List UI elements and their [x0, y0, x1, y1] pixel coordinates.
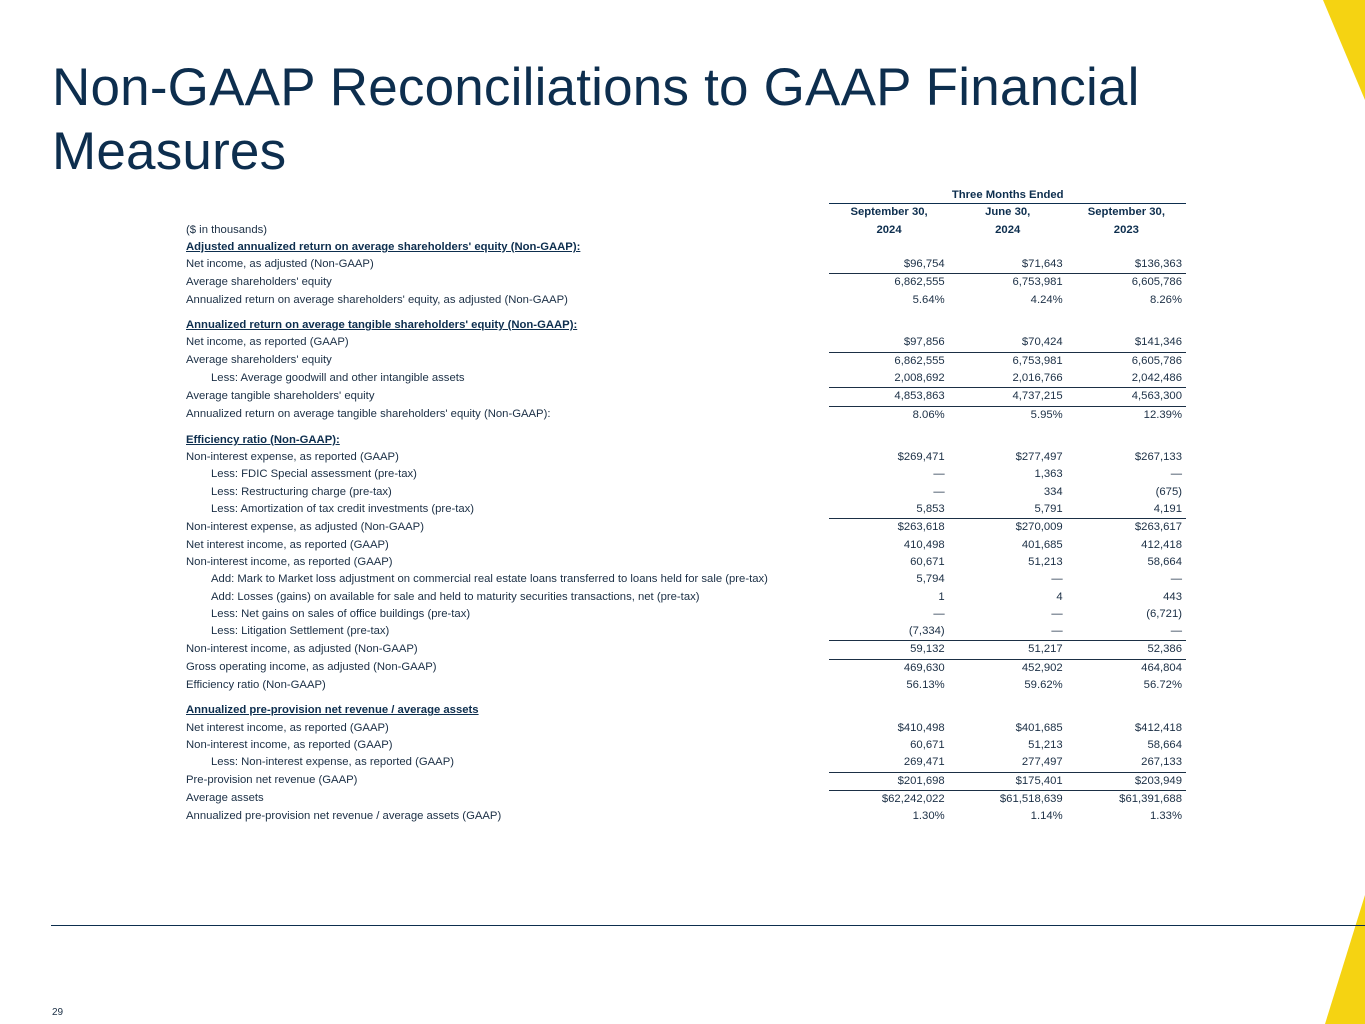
cell-value-col2: 452,902 — [949, 659, 1067, 677]
reconciliation-table-container — [186, 187, 1186, 825]
cell-value-col3: 267,133 — [1141, 756, 1182, 769]
cell-value-col3: $141,346 — [1134, 336, 1182, 349]
table-row — [186, 292, 1186, 309]
row-label: Average tangible shareholders' equity — [186, 389, 375, 402]
table-row — [186, 370, 1186, 387]
table-row — [186, 352, 1186, 370]
section-title: Efficiency ratio (Non-GAAP): — [186, 433, 340, 446]
accent-shape-top — [1323, 0, 1365, 100]
table-row — [186, 518, 1186, 536]
cell-value-col1: 410,498 — [903, 538, 945, 551]
cell-value-col1: — — [933, 485, 945, 498]
cell-value-col3: 1.33% — [1149, 810, 1182, 823]
cell-value-col2: 334 — [1043, 485, 1063, 498]
table-row — [186, 449, 1186, 466]
cell-value-col2: 5.95% — [949, 406, 1067, 424]
row-label: Pre-provision net revenue (GAAP) — [186, 774, 358, 786]
row-label: Less: Litigation Settlement (pre-tax) — [211, 625, 390, 638]
row-label: Average shareholders' equity — [186, 275, 332, 288]
cell-value-col1: $410,498 — [897, 721, 945, 734]
cell-value-col1: 1.30% — [912, 810, 945, 823]
cell-value-col1: $201,698 — [829, 772, 948, 790]
cell-value-col2: 51,217 — [949, 640, 1067, 658]
cell-value-col2: $71,643 — [1021, 258, 1063, 271]
cell-value-col2: 59.62% — [1024, 679, 1063, 692]
cell-value-col2: 4 — [1056, 590, 1063, 603]
row-label: Gross operating income, as adjusted (Non-GAAP) — [186, 661, 437, 674]
cell-value-col2: 4,737,215 — [949, 387, 1067, 405]
row-label: Annualized return on average tangible shareholders' equity (Non-GAAP): — [186, 408, 551, 421]
cell-value-col1: 5,853 — [916, 503, 945, 516]
table-row — [186, 501, 1186, 518]
row-label: Non-interest expense, as reported (GAAP) — [186, 451, 399, 464]
row-label: Less: Amortization of tax credit investments (pre-tax) — [211, 503, 475, 516]
cell-value-col1: $62,242,022 — [829, 790, 948, 808]
cell-value-col2: 2,016,766 — [1012, 371, 1063, 384]
section-header-row — [186, 239, 1186, 256]
cell-value-col1: 56.13% — [906, 679, 945, 692]
cell-value-col1: 6,862,555 — [829, 273, 948, 291]
cell-value-col2: 51,213 — [1028, 738, 1063, 751]
cell-value-col3: $412,418 — [1134, 721, 1182, 734]
column-header-1-line1: September 30, — [850, 206, 928, 219]
table-row — [186, 554, 1186, 571]
cell-value-col2: 277,497 — [1021, 756, 1063, 769]
cell-value-col3: 412,418 — [1141, 538, 1182, 551]
table-body — [186, 239, 1186, 826]
row-label: Annualized return on average shareholders' equity, as adjusted (Non-GAAP) — [186, 293, 568, 306]
cell-value-col3: (6,721) — [1146, 607, 1182, 620]
row-label: Efficiency ratio (Non-GAAP) — [186, 679, 326, 692]
row-label: Add: Losses (gains) on available for sale and held to maturity securities transactions, net (pre-tax) — [211, 590, 700, 603]
row-label: Net income, as adjusted (Non-GAAP) — [186, 258, 374, 271]
cell-value-col2: — — [1051, 625, 1063, 638]
row-label: Less: Net gains on sales of office buildings (pre-tax) — [211, 607, 471, 620]
cell-value-col1: — — [933, 607, 945, 620]
cell-value-col3: 4,563,300 — [1067, 387, 1186, 405]
row-label: Net interest income, as reported (GAAP) — [186, 721, 389, 734]
row-label: Net interest income, as reported (GAAP) — [186, 538, 389, 551]
cell-value-col2: 401,685 — [1021, 538, 1063, 551]
table-row — [186, 606, 1186, 623]
cell-value-col1: $96,754 — [903, 258, 945, 271]
cell-value-col3: 4,191 — [1153, 503, 1182, 516]
column-header-3-year: 2023 — [1113, 223, 1139, 236]
table-row — [186, 659, 1186, 677]
row-label: Non-interest income, as reported (GAAP) — [186, 738, 393, 751]
cell-value-col1: $263,618 — [829, 518, 948, 536]
cell-value-col3: 6,605,786 — [1067, 352, 1186, 370]
row-label: Less: Average goodwill and other intangible assets — [211, 371, 465, 384]
row-label: Average assets — [186, 792, 264, 805]
cell-value-col3: (675) — [1155, 485, 1182, 498]
row-label: Non-interest income, as reported (GAAP) — [186, 555, 393, 568]
cell-value-col2: 1.14% — [1030, 810, 1063, 823]
cell-value-col3: 52,386 — [1067, 640, 1186, 658]
table-row — [186, 537, 1186, 554]
row-label: Non-interest income, as adjusted (Non-GAAP) — [186, 642, 418, 655]
table-row — [186, 571, 1186, 588]
section-title: Adjusted annualized return on average shareholders' equity (Non-GAAP): — [186, 240, 581, 253]
cell-value-col1: 4,853,863 — [829, 387, 948, 405]
cell-value-col1: 2,008,692 — [894, 371, 945, 384]
table-row — [186, 808, 1186, 825]
table-row — [186, 677, 1186, 694]
group-header: Three Months Ended — [829, 187, 1186, 204]
cell-value-col1: 59,132 — [829, 640, 948, 658]
page-number: 29 — [52, 1007, 64, 1018]
cell-value-col1: $97,856 — [903, 336, 945, 349]
spacer-row — [186, 694, 1186, 702]
cell-value-col3: 56.72% — [1143, 679, 1182, 692]
table-row — [186, 406, 1186, 424]
cell-value-col2: — — [1051, 607, 1063, 620]
row-label: Less: Non-interest expense, as reported (GAAP) — [211, 756, 454, 769]
cell-value-col3: — — [1170, 625, 1182, 638]
table-row — [186, 387, 1186, 405]
cell-value-col1: — — [933, 468, 945, 481]
row-label: Non-interest expense, as adjusted (Non-GAAP) — [186, 520, 424, 533]
cell-value-col3: 8.26% — [1149, 293, 1182, 306]
cell-value-col1: 5.64% — [912, 293, 945, 306]
cell-value-col3: $263,617 — [1067, 518, 1186, 536]
cell-value-col1: $269,471 — [897, 451, 945, 464]
cell-value-col1: 269,471 — [903, 756, 945, 769]
cell-value-col3: 58,664 — [1147, 738, 1182, 751]
cell-value-col2: $175,401 — [949, 772, 1067, 790]
cell-value-col1: 469,630 — [829, 659, 948, 677]
table-row — [186, 589, 1186, 606]
cell-value-col2: 51,213 — [1028, 555, 1063, 568]
spacer-row — [186, 309, 1186, 317]
cell-value-col3: — — [1170, 573, 1182, 586]
cell-value-col2: 6,753,981 — [949, 273, 1067, 291]
cell-value-col3: 12.39% — [1067, 406, 1186, 424]
cell-value-col1: 60,671 — [910, 555, 945, 568]
cell-value-col1: (7,334) — [908, 625, 945, 638]
section-header-row — [186, 702, 1186, 719]
column-header-2-line1: June 30, — [985, 206, 1031, 219]
cell-value-col3: 443 — [1163, 590, 1182, 603]
table-row — [186, 772, 1186, 790]
table-row — [186, 273, 1186, 291]
cell-value-col3: 2,042,486 — [1131, 371, 1182, 384]
section-title: Annualized return on average tangible shareholders' equity (Non-GAAP): — [186, 319, 578, 332]
row-label: Annualized pre-provision net revenue / average assets (GAAP) — [186, 810, 502, 823]
spacer-row — [186, 424, 1186, 432]
column-header-2-year: 2024 — [995, 223, 1021, 236]
cell-value-col2: 5,791 — [1034, 503, 1063, 516]
cell-value-col3: 58,664 — [1147, 555, 1182, 568]
table-row — [186, 754, 1186, 771]
cell-value-col2: 4.24% — [1030, 293, 1063, 306]
column-header-1-year: 2024 — [876, 223, 902, 236]
row-label: Less: Restructuring charge (pre-tax) — [211, 485, 392, 498]
cell-value-col2: 6,753,981 — [949, 352, 1067, 370]
table-row — [186, 484, 1186, 501]
reconciliation-table — [186, 187, 1186, 825]
row-label: Add: Mark to Market loss adjustment on commercial real estate loans transferred to loans held for sale (pre-tax) — [211, 573, 768, 586]
section-header-row — [186, 317, 1186, 334]
row-label: Less: FDIC Special assessment (pre-tax) — [211, 468, 417, 481]
cell-value-col2: $270,009 — [949, 518, 1067, 536]
cell-value-col1: 60,671 — [910, 738, 945, 751]
cell-value-col2: $70,424 — [1021, 336, 1063, 349]
table-row — [186, 720, 1186, 737]
cell-value-col3: $267,133 — [1134, 451, 1182, 464]
cell-value-col1: 1 — [938, 590, 945, 603]
cell-value-col1: 5,794 — [916, 573, 945, 586]
cell-value-col3: $61,391,688 — [1067, 790, 1186, 808]
cell-value-col3: 464,804 — [1067, 659, 1186, 677]
table-row — [186, 790, 1186, 808]
table-row — [186, 334, 1186, 351]
cell-value-col3: 6,605,786 — [1067, 273, 1186, 291]
footer-divider — [51, 925, 1365, 926]
section-title: Annualized pre-provision net revenue / average assets — [186, 704, 479, 717]
table-row — [186, 737, 1186, 754]
column-header-3-line1: September 30, — [1087, 206, 1165, 219]
table-row — [186, 640, 1186, 658]
cell-value-col3: $136,363 — [1134, 258, 1182, 271]
cell-value-col1: 8.06% — [829, 406, 948, 424]
table-row — [186, 623, 1186, 640]
unit-label: ($ in thousands) — [186, 223, 268, 236]
accent-shape-bottom — [1325, 895, 1365, 1024]
cell-value-col1: 6,862,555 — [829, 352, 948, 370]
table-row — [186, 256, 1186, 273]
row-label: Average shareholders' equity — [186, 354, 332, 367]
cell-value-col2: $401,685 — [1015, 721, 1063, 734]
cell-value-col2: 1,363 — [1034, 468, 1063, 481]
cell-value-col2: $277,497 — [1015, 451, 1063, 464]
cell-value-col2: — — [1051, 573, 1063, 586]
cell-value-col3: $203,949 — [1067, 772, 1186, 790]
cell-value-col3: — — [1170, 468, 1182, 481]
cell-value-col2: $61,518,639 — [949, 790, 1067, 808]
row-label: Net income, as reported (GAAP) — [186, 336, 349, 349]
page-title: Non-GAAP Reconciliations to GAAP Financial Measures — [52, 58, 1140, 181]
section-header-row — [186, 432, 1186, 449]
table-row — [186, 466, 1186, 483]
